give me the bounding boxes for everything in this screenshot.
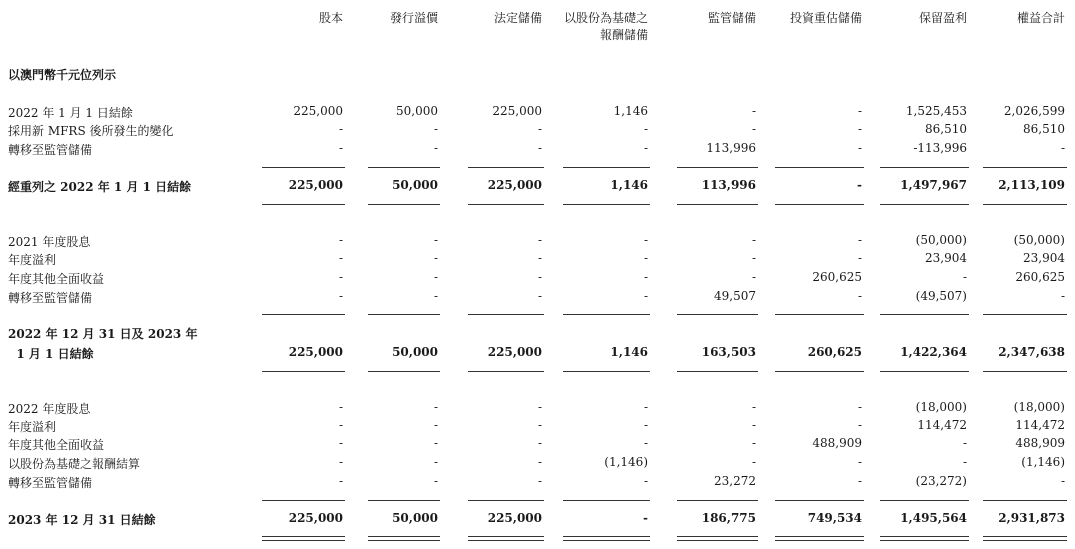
cell-value: - [433,400,438,414]
table-row [0,251,1075,269]
cell-value: 225,000 [293,104,343,118]
cell-value: - [857,400,862,414]
cell-value: 260,625 [807,345,862,359]
underline [880,371,969,372]
table-row [0,141,1075,159]
underline [983,167,1067,168]
underline [563,167,650,168]
underline [983,314,1067,315]
cell-value: 114,472 [1015,418,1065,432]
row-label: 2022 年 12 月 31 日及 2023 年 [8,327,198,341]
column-header-5: 監管儲備 [707,11,756,25]
cell-value: - [962,455,967,469]
cell-value: - [751,400,756,414]
double-underline [468,536,544,541]
cell-value: - [857,104,862,118]
cell-value: 1,422,364 [900,345,967,359]
underline [262,167,345,168]
row-label: 經重列之 2022 年 1 月 1 日結餘 [8,180,192,194]
column-header-7: 保留盈利 [918,11,967,25]
cell-value: - [433,418,438,432]
cell-value: 225,000 [288,511,343,525]
cell-value: 225,000 [288,345,343,359]
cell-value: - [643,474,648,488]
underline [677,167,758,168]
cell-value: (50,000) [915,233,967,247]
cell-value: - [433,141,438,155]
column-header-8: 權益合計 [1016,11,1065,25]
cell-value: 2,113,109 [998,178,1065,192]
cell-value: 2,347,638 [998,345,1065,359]
row-label: 年度溢利 [8,420,57,434]
table-row [0,455,1075,473]
cell-value: 50,000 [392,511,438,525]
cell-value: 23,904 [925,251,967,265]
table-row [0,400,1075,418]
cell-value: - [1060,474,1065,488]
cell-value: - [537,122,542,136]
cell-value: 1,495,564 [900,511,967,525]
cell-value: 50,000 [392,178,438,192]
cell-value: 225,000 [487,345,542,359]
row-label: 以股份為基礎之報酬結算 [8,457,141,471]
cell-value: - [338,270,343,284]
cell-value: 113,996 [706,141,756,155]
cell-value: - [537,455,542,469]
cell-value: 1,525,453 [905,104,967,118]
cell-value: - [643,289,648,303]
unit-label: 以澳門幣千元位列示 [8,68,117,82]
row-label: 年度溢利 [8,253,57,267]
cell-value: - [537,270,542,284]
cell-value: 225,000 [492,104,542,118]
double-underline [880,536,969,541]
cell-value: - [643,270,648,284]
table-row [0,122,1075,140]
underline [677,314,758,315]
cell-value: - [433,251,438,265]
cell-value: - [962,436,967,450]
underline [563,204,650,205]
cell-value: - [857,233,862,247]
underline [775,204,864,205]
cell-value: - [433,233,438,247]
cell-value: 86,510 [925,122,967,136]
underline [775,314,864,315]
cell-value: - [857,474,862,488]
cell-value: - [537,233,542,247]
cell-value: - [537,251,542,265]
double-underline [983,536,1067,541]
underline [368,314,440,315]
cell-value: (1,146) [1021,455,1065,469]
cell-value: 163,503 [701,345,756,359]
cell-value: (18,000) [915,400,967,414]
underline [983,371,1067,372]
cell-value: 749,534 [807,511,862,525]
cell-value: 186,775 [701,511,756,525]
underline [563,371,650,372]
row-label: 2023 年 12 月 31 日結餘 [8,513,156,527]
cell-value: - [643,436,648,450]
underline [468,204,544,205]
cell-value: - [857,141,862,155]
underline [563,500,650,501]
cell-value: - [643,511,648,525]
cell-value: 23,272 [714,474,756,488]
cell-value: - [751,122,756,136]
row-label: 2022 年度股息 [8,402,91,416]
column-header-3: 法定儲備 [493,11,542,25]
cell-value: - [643,251,648,265]
cell-value: 488,909 [1015,436,1065,450]
underline [880,167,969,168]
cell-value: - [433,289,438,303]
cell-value: - [537,418,542,432]
cell-value: - [338,141,343,155]
cell-value: 225,000 [487,178,542,192]
table-row [0,436,1075,454]
underline [468,167,544,168]
underline [368,371,440,372]
underline [262,204,345,205]
cell-value: - [433,474,438,488]
row-label: 年度其他全面收益 [8,438,105,452]
cell-value: - [537,400,542,414]
cell-value: - [751,436,756,450]
cell-value: - [537,289,542,303]
underline [983,204,1067,205]
cell-value: 114,472 [917,418,967,432]
cell-value: (18,000) [1013,400,1065,414]
underline [368,167,440,168]
table-row [0,511,1075,529]
underline [775,167,864,168]
underline [775,371,864,372]
cell-value: - [433,122,438,136]
underline [468,314,544,315]
cell-value: 1,497,967 [900,178,967,192]
cell-value: - [751,251,756,265]
cell-value: - [338,289,343,303]
cell-value: - [751,270,756,284]
cell-value: - [643,418,648,432]
cell-value: - [962,270,967,284]
cell-value: - [857,289,862,303]
cell-value: - [857,251,862,265]
cell-value: - [1060,289,1065,303]
cell-value: 225,000 [487,511,542,525]
cell-value: - [643,233,648,247]
row-label: 轉移至監管儲備 [8,476,93,490]
cell-value: - [537,141,542,155]
cell-value: - [338,436,343,450]
cell-value: - [338,418,343,432]
cell-value: 1,146 [610,345,648,359]
table-row [0,345,1075,363]
cell-value: - [338,251,343,265]
row-label: 1 月 1 日結餘 [8,347,94,361]
cell-value: 260,625 [812,270,862,284]
underline [677,371,758,372]
cell-value: - [338,474,343,488]
table-row [0,104,1075,122]
cell-value: - [537,474,542,488]
underline [775,500,864,501]
cell-value: 2,026,599 [1003,104,1065,118]
underline [677,500,758,501]
cell-value: - [643,122,648,136]
cell-value: - [338,455,343,469]
cell-value: 50,000 [392,345,438,359]
cell-value: 49,507 [714,289,756,303]
cell-value: - [1060,141,1065,155]
cell-value: - [857,122,862,136]
double-underline [677,536,758,541]
table-row [0,270,1075,288]
cell-value: - [751,455,756,469]
underline [677,204,758,205]
underline [262,314,345,315]
cell-value: 260,625 [1015,270,1065,284]
cell-value: - [433,436,438,450]
cell-value: - [857,418,862,432]
cell-value: 50,000 [396,104,438,118]
cell-value: 225,000 [288,178,343,192]
cell-value: 488,909 [812,436,862,450]
table-row [0,289,1075,307]
underline [368,500,440,501]
underline [468,500,544,501]
cell-value: 23,904 [1023,251,1065,265]
table-row [0,178,1075,196]
cell-value: - [338,400,343,414]
double-underline [775,536,864,541]
cell-value: - [751,104,756,118]
cell-value: 113,996 [701,178,756,192]
cell-value: - [751,418,756,432]
column-header-2: 發行溢價 [389,11,438,25]
cell-value: - [857,178,862,192]
cell-value: - [433,270,438,284]
cell-value: - [643,400,648,414]
underline [262,371,345,372]
cell-value: 1,146 [610,178,648,192]
row-label: 轉移至監管儲備 [8,143,93,157]
row-label: 2021 年度股息 [8,235,91,249]
table-row [0,325,1075,343]
cell-value: 86,510 [1023,122,1065,136]
cell-value: - [338,233,343,247]
cell-value: (23,272) [915,474,967,488]
cell-value: - [751,233,756,247]
cell-value: - [643,141,648,155]
cell-value: -113,996 [913,141,967,155]
cell-value: (49,507) [915,289,967,303]
double-underline [563,536,650,541]
cell-value: (1,146) [604,455,648,469]
underline [468,371,544,372]
table-row [0,233,1075,251]
underline [880,500,969,501]
underline [983,500,1067,501]
row-label: 2022 年 1 月 1 日結餘 [8,106,133,120]
double-underline [368,536,440,541]
underline [262,500,345,501]
cell-value: - [537,436,542,450]
cell-value: - [433,455,438,469]
cell-value: - [857,455,862,469]
table-row [0,418,1075,436]
column-header-1: 股本 [318,11,343,25]
cell-value: - [338,122,343,136]
cell-value: 1,146 [613,104,648,118]
cell-value: (50,000) [1013,233,1065,247]
row-label: 年度其他全面收益 [8,272,105,286]
cell-value: 2,931,873 [998,511,1065,525]
row-label: 採用新 MFRS 後所發生的變化 [8,124,174,138]
underline [880,204,969,205]
underline [368,204,440,205]
column-header-6: 投資重估儲備 [789,11,862,25]
underline [563,314,650,315]
row-label: 轉移至監管儲備 [8,291,93,305]
table-row [0,474,1075,492]
column-header-4: 以股份為基礎之 報酬儲備 [563,11,648,42]
double-underline [262,536,345,541]
underline [880,314,969,315]
